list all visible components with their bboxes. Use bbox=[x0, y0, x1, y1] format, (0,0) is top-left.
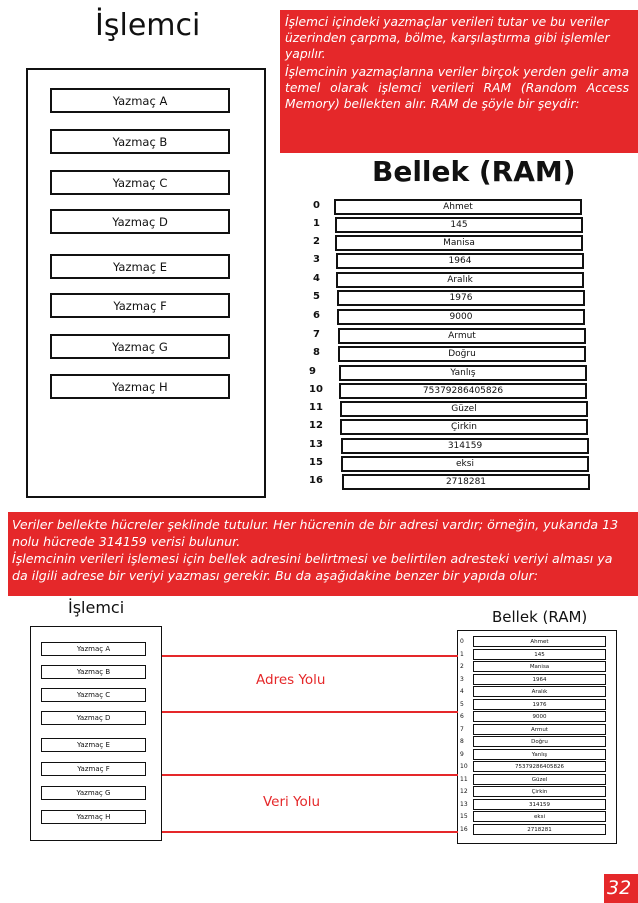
bottom-ram-address: 11 bbox=[460, 776, 468, 783]
address-bus-line-top bbox=[162, 655, 458, 657]
top-register: Yazmaç D bbox=[50, 209, 230, 234]
bottom-ram-cell: 1976 bbox=[473, 699, 606, 710]
bottom-register: Yazmaç D bbox=[41, 711, 146, 725]
ram-cell: Yanlış bbox=[339, 365, 587, 381]
bottom-ram-cell: Yanlış bbox=[473, 749, 606, 760]
ram-address: 5 bbox=[313, 291, 320, 302]
intro-text-p2: İşlemcinin yazmaçlarına veriler birçok yerden gelir ama temel olarak işlemci verileri RAM (Random Access Memory) bellekten alır. RAM de şöyle bir şeydir: bbox=[285, 65, 629, 111]
bottom-ram-address: 8 bbox=[460, 738, 464, 745]
ram-cell: Doğru bbox=[338, 346, 586, 362]
ram-address: 6 bbox=[313, 310, 320, 321]
ram-cell: Çirkin bbox=[340, 419, 588, 435]
ram-address: 11 bbox=[309, 402, 323, 413]
top-register: Yazmaç F bbox=[50, 293, 230, 318]
bottom-ram-cell: 75379286405826 bbox=[473, 761, 606, 772]
address-bus-line-bottom bbox=[162, 711, 458, 713]
ram-address: 8 bbox=[313, 347, 320, 358]
middle-text-p2: İşlemcinin verileri işlemesi için bellek adresini belirtmesi ve belirtilen adresteki veriyi alması ya da ilgili adrese bir veriyi yazması gerekir. Bu da aşağıdakine benzer bir yapıda olur: bbox=[12, 551, 613, 583]
bottom-register: Yazmaç G bbox=[41, 786, 146, 800]
bottom-ram-cell: 145 bbox=[473, 649, 606, 660]
bottom-cpu-box bbox=[30, 626, 162, 841]
bottom-ram-cell: 1964 bbox=[473, 674, 606, 685]
ram-address: 0 bbox=[313, 200, 320, 211]
top-register: Yazmaç C bbox=[50, 170, 230, 195]
bottom-ram-address: 6 bbox=[460, 713, 464, 720]
ram-address: 13 bbox=[309, 439, 323, 450]
bottom-ram-address: 13 bbox=[460, 801, 468, 808]
bottom-ram-address: 12 bbox=[460, 788, 468, 795]
bottom-ram-address: 4 bbox=[460, 688, 464, 695]
bottom-ram-cell: Güzel bbox=[473, 774, 606, 785]
ram-cell: Ahmet bbox=[334, 199, 582, 215]
ram-cell: 1964 bbox=[336, 253, 584, 269]
top-cpu-title: İşlemci bbox=[95, 8, 201, 43]
ram-cell: Güzel bbox=[340, 401, 588, 417]
bottom-register: Yazmaç A bbox=[41, 642, 146, 656]
ram-cell: Armut bbox=[338, 328, 586, 344]
bottom-register: Yazmaç C bbox=[41, 688, 146, 702]
data-bus-line-bottom bbox=[162, 831, 458, 833]
bottom-ram-cell: Doğru bbox=[473, 736, 606, 747]
bottom-ram-address: 7 bbox=[460, 726, 464, 733]
bottom-ram-address: 15 bbox=[460, 813, 468, 820]
bottom-ram-address: 5 bbox=[460, 701, 464, 708]
bottom-cpu-title: İşlemci bbox=[68, 598, 125, 617]
top-register: Yazmaç B bbox=[50, 129, 230, 154]
top-register: Yazmaç H bbox=[50, 374, 230, 399]
bottom-register: Yazmaç H bbox=[41, 810, 146, 824]
ram-cell: 145 bbox=[335, 217, 583, 233]
bottom-ram-cell: eksi bbox=[473, 811, 606, 822]
bottom-ram-title: Bellek (RAM) bbox=[492, 608, 588, 626]
bottom-ram-cell: Aralık bbox=[473, 686, 606, 697]
ram-title: Bellek (RAM) bbox=[372, 155, 576, 188]
bottom-ram-cell: Çirkin bbox=[473, 786, 606, 797]
middle-text-p1: Veriler bellekte hücreler şeklinde tutulur. Her hücrenin de bir adresi vardır; örneğin, yukarıda 13 nolu hücrede 314159 verisi bulunur. bbox=[12, 517, 619, 549]
ram-cell: 2718281 bbox=[342, 474, 590, 490]
bottom-register: Yazmaç E bbox=[41, 738, 146, 752]
bottom-ram-address: 9 bbox=[460, 751, 464, 758]
ram-address: 2 bbox=[313, 236, 320, 247]
data-bus-label: Veri Yolu bbox=[263, 794, 321, 810]
ram-address: 16 bbox=[309, 475, 323, 486]
ram-cell: Manisa bbox=[335, 235, 583, 251]
ram-cell: 1976 bbox=[337, 290, 585, 306]
ram-address: 1 bbox=[313, 218, 320, 229]
bottom-ram-address: 2 bbox=[460, 663, 464, 670]
ram-address: 12 bbox=[309, 420, 323, 431]
address-bus-label: Adres Yolu bbox=[256, 672, 326, 688]
bottom-ram-address: 0 bbox=[460, 638, 464, 645]
bottom-ram-address: 16 bbox=[460, 826, 468, 833]
ram-address: 4 bbox=[313, 273, 320, 284]
ram-address: 9 bbox=[309, 366, 316, 377]
bottom-ram-cell: Manisa bbox=[473, 661, 606, 672]
intro-text-p1: İşlemci içindeki yazmaçlar verileri tutar ve bu veriler üzerinden çarpma, bölme, karşılaştırma gibi işlemler yapılır. bbox=[285, 15, 610, 61]
ram-address: 15 bbox=[309, 457, 323, 468]
ram-cell: 314159 bbox=[341, 438, 589, 454]
bottom-ram-cell: 314159 bbox=[473, 799, 606, 810]
bottom-ram-cell: 9000 bbox=[473, 711, 606, 722]
bottom-ram-cell: 2718281 bbox=[473, 824, 606, 835]
ram-address: 7 bbox=[313, 329, 320, 340]
data-bus-line-top bbox=[162, 774, 458, 776]
ram-address: 3 bbox=[313, 254, 320, 265]
bottom-register: Yazmaç B bbox=[41, 665, 146, 679]
ram-cell: Aralık bbox=[336, 272, 584, 288]
top-register: Yazmaç A bbox=[50, 88, 230, 113]
bottom-ram-address: 3 bbox=[460, 676, 464, 683]
ram-cell: 9000 bbox=[337, 309, 585, 325]
ram-cell: eksi bbox=[341, 456, 589, 472]
bottom-ram-cell: Ahmet bbox=[473, 636, 606, 647]
bottom-ram-cell: Armut bbox=[473, 724, 606, 735]
page-number: 32 bbox=[607, 877, 632, 899]
top-register: Yazmaç G bbox=[50, 334, 230, 359]
ram-cell: 75379286405826 bbox=[339, 383, 587, 399]
top-register: Yazmaç E bbox=[50, 254, 230, 279]
bottom-ram-address: 10 bbox=[460, 763, 468, 770]
bottom-ram-address: 1 bbox=[460, 651, 464, 658]
bottom-register: Yazmaç F bbox=[41, 762, 146, 776]
ram-address: 10 bbox=[309, 384, 323, 395]
